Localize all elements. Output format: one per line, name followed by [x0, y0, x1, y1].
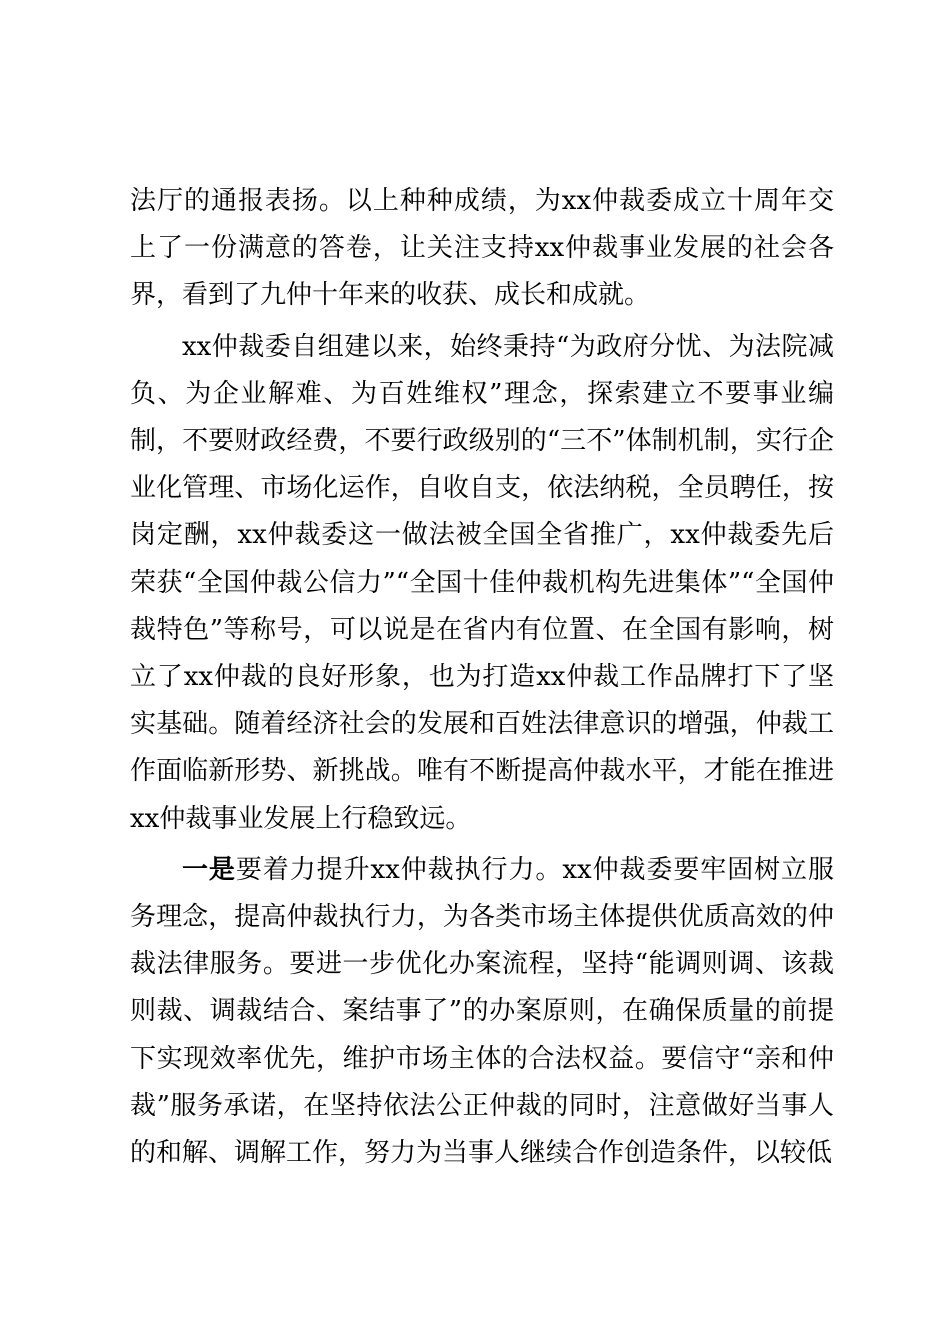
- paragraph-3: [130, 847, 834, 1177]
- paragraph-1-text: 法厅的通报表扬。以上种种成绩，为xx仲裁委成立十周年交上了一份满意的答卷，让关注支持xx仲裁事业发展的社会各界，看到了九仲十年来的收获、成长和成就。: [130, 186, 834, 311]
- document-body: [130, 178, 834, 1177]
- paragraph-2: [130, 324, 834, 843]
- paragraph-2-text: xx仲裁委自组建以来，始终秉持“为政府分忧、为法院减负、为企业解难、为百姓维权”理念，探索建立不要事业编制，不要财政经费，不要行政级别的“三不”体制机制，实行企业化管理、市场化运作，自收自支，依法纳税，全员聘任，按岗定酬，xx仲裁委这一做法被全国全省推广，xx仲裁委先后荣获“全国仲裁公信力”“全国十佳仲裁机构先进集体”“全国仲裁特色”等称号，可以说是在省内有位置、在全国有影响，树立了xx仲裁的良好形象，也为打造xx仲裁工作品牌打下了坚实基础。随着经济社会的发展和百姓法律意识的增强，仲裁工作面临新形势、新挑战。唯有不断提高仲裁水平，才能在推进xx仲裁事业发展上行稳致远。: [130, 331, 834, 834]
- paragraph-3-text: 要着力提升xx仲裁执行力。xx仲裁委要牢固树立服务理念，提高仲裁执行力，为各类市场主体提供优质高效的仲裁法律服务。要进一步优化办案流程，坚持“能调则调、该裁则裁、调裁结合、案结事了”的办案原则，在确保质量的前提下实现效率优先，维护市场主体的合法权益。要信守“亲和仲裁”服务承诺，在坚持依法公正仲裁的同时，注意做好当事人的和解、调解工作，努力为当事人继续合作创造条件，以较低: [130, 854, 834, 1169]
- paragraph-1: [130, 178, 834, 320]
- paragraph-3-lead: 一是: [182, 854, 236, 885]
